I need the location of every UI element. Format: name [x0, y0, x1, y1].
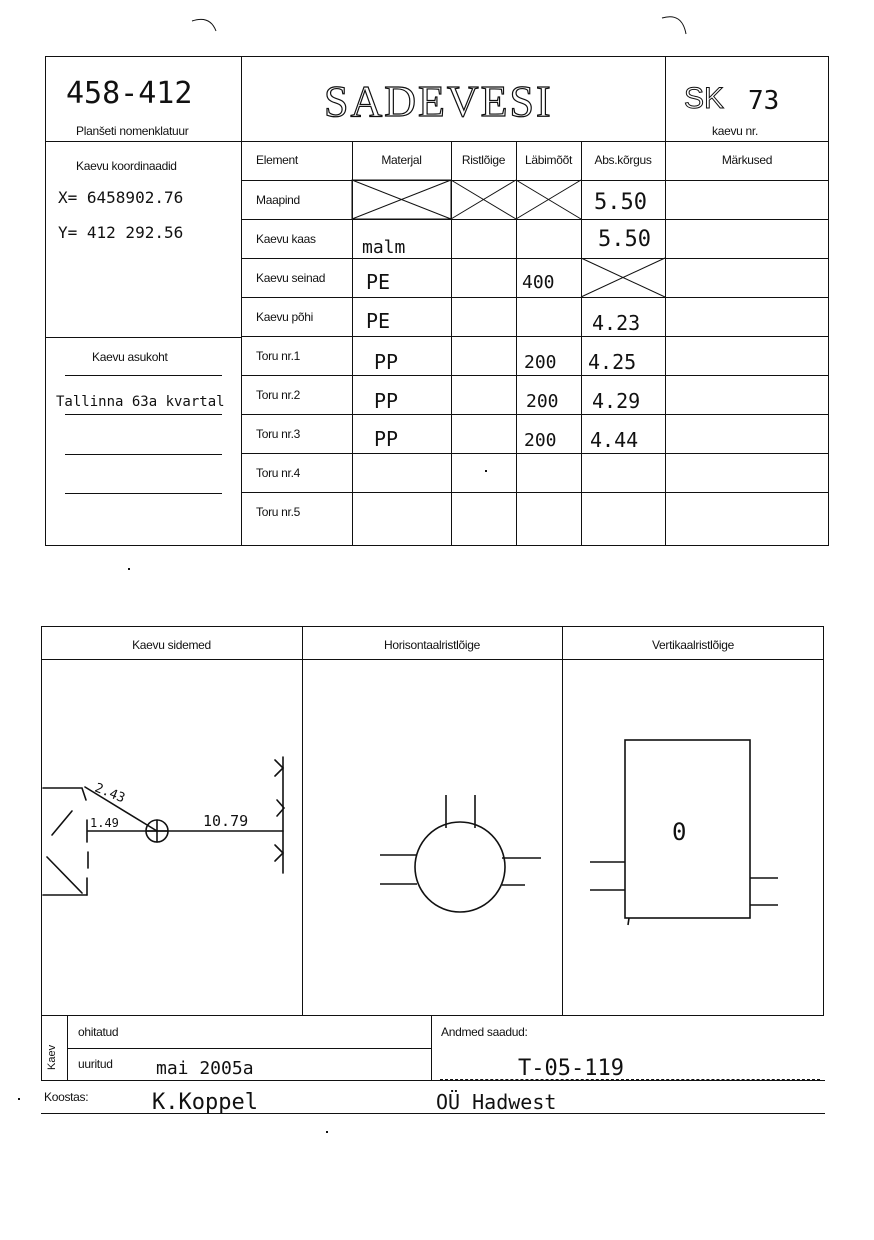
- col-header-material: Materjal: [381, 153, 422, 167]
- table-cell-material: PE: [366, 270, 391, 294]
- table-cell-material: malm: [362, 237, 406, 258]
- col-header-element: Element: [256, 153, 298, 167]
- table-cell-height: 5.50: [594, 190, 647, 215]
- tie-distance-3: 10.79: [203, 812, 249, 830]
- table-cell-material: PP: [374, 350, 399, 374]
- coordinates-label: Kaevu koordinaadid: [76, 159, 177, 173]
- table-cell-height: 4.23: [592, 311, 641, 335]
- col-header-cross-section: Ristlõige: [461, 153, 506, 167]
- page-title: SADEVESI: [324, 77, 553, 126]
- table-row-element: Toru nr.2: [256, 388, 300, 402]
- table-cell-diameter: 200: [526, 391, 559, 412]
- stray-dot: [18, 1098, 20, 1100]
- table-cell-diameter: 200: [524, 352, 557, 373]
- plansheet-label: Planšeti nomenklatuur: [76, 124, 189, 138]
- table-cell-material: PP: [374, 427, 399, 451]
- table-row-element: Toru nr.4: [256, 466, 300, 480]
- table-row-element: Kaevu põhi: [256, 310, 314, 324]
- kaev-label: Kaev: [46, 1044, 58, 1070]
- table-row-element: Maapind: [256, 193, 300, 207]
- tie-distance-2: 1.49: [90, 816, 119, 830]
- koostas-value: K.Koppel: [152, 1090, 258, 1115]
- well-number-label: kaevu nr.: [712, 124, 758, 138]
- table-cell-diameter: 400: [522, 272, 555, 293]
- well-number: 73: [748, 86, 780, 116]
- table-cell-diameter: 200: [524, 430, 557, 451]
- table-cell-height: 4.44: [590, 428, 639, 452]
- andmed-label: Andmed saadud:: [441, 1025, 528, 1039]
- table-row-element: Kaevu seinad: [256, 271, 326, 285]
- table-cell-height: 5.50: [598, 227, 651, 252]
- well-code: SK: [684, 82, 725, 115]
- vertical-section-label: Vertikaalristlõige: [652, 638, 734, 652]
- location-value: Tallinna 63a kvartal: [56, 394, 225, 410]
- vertical-section-marker: 0: [672, 818, 687, 846]
- tie-distance-1: 2.43: [92, 780, 127, 807]
- col-header-diameter: Läbimõõt: [525, 153, 572, 167]
- table-row-element: Toru nr.3: [256, 427, 300, 441]
- stray-dot: [326, 1131, 328, 1133]
- uuritud-value: mai 2005a: [156, 1058, 254, 1079]
- table-cell-material: PP: [374, 389, 399, 413]
- table-row-element: Kaevu kaas: [256, 232, 316, 246]
- ohitatud-label: ohitatud: [78, 1025, 119, 1039]
- table-cell-height: 4.29: [592, 389, 641, 413]
- coordinate-y: Y= 412 292.56: [58, 223, 184, 242]
- table-row-element: Toru nr.1: [256, 349, 300, 363]
- company-value: OÜ Hadwest: [436, 1090, 557, 1114]
- col-header-remarks: Märkused: [721, 153, 773, 167]
- koostas-label: Koostas:: [44, 1090, 89, 1104]
- col-header-height: Abs.kõrgus: [594, 153, 652, 167]
- table-cell-height: 4.25: [588, 350, 637, 374]
- ties-panel-label: Kaevu sidemed: [132, 638, 211, 652]
- coordinate-x: X= 6458902.76: [58, 188, 184, 207]
- table-row-element: Toru nr.5: [256, 505, 300, 519]
- plansheet-number: 458-412: [66, 76, 193, 111]
- table-cell-material: PE: [366, 309, 391, 333]
- location-label: Kaevu asukoht: [92, 350, 168, 364]
- andmed-value: T-05-119: [518, 1056, 624, 1081]
- uuritud-label: uuritud: [78, 1057, 113, 1071]
- horizontal-section-label: Horisontaalristlõige: [383, 638, 481, 652]
